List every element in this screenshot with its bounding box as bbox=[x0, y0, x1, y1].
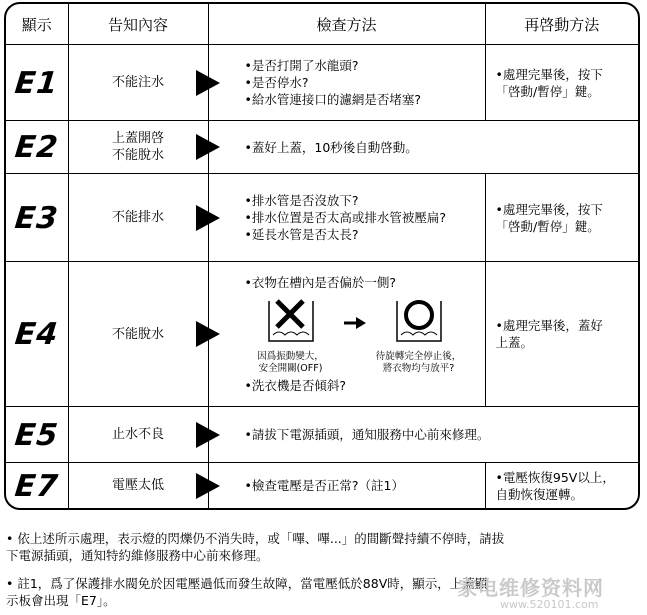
notice-line: 不能排水 bbox=[111, 210, 164, 225]
restart-cell bbox=[485, 45, 638, 121]
error-code: E3 bbox=[4, 174, 73, 262]
table-row bbox=[6, 463, 638, 509]
notice-text bbox=[68, 463, 208, 509]
restart-cell bbox=[485, 262, 638, 407]
restart-line: 「啓動/暫停」鍵。 bbox=[495, 218, 600, 234]
x-mark-tub-icon bbox=[263, 295, 319, 347]
figure-caption: 因爲振動變大， bbox=[257, 351, 324, 362]
notice-text bbox=[68, 45, 208, 121]
error-code-table bbox=[6, 4, 638, 509]
restart-line: •處理完畢後，按下 bbox=[495, 66, 603, 82]
error-code: E5 bbox=[4, 407, 71, 463]
restart-line: 上蓋。 bbox=[495, 335, 534, 350]
arrow-right-icon bbox=[196, 70, 220, 96]
check-cell bbox=[208, 174, 485, 262]
check-item: •衣物在槽內是否偏於一側? bbox=[244, 275, 397, 290]
restart-cell bbox=[485, 463, 638, 509]
error-code: E2 bbox=[4, 121, 71, 174]
table-row bbox=[6, 45, 638, 121]
figure-caption: 安全開關(OFF) bbox=[258, 363, 323, 374]
footnote-line: • 註1，爲了保護排水閥免於因電壓過低而發生故障，當電壓低於88V時，顯示，上蓋顯 bbox=[6, 576, 488, 591]
header-notice: 告知內容 bbox=[68, 4, 208, 45]
unbalanced-load-illustration bbox=[245, 295, 337, 375]
arrow-right-icon bbox=[337, 295, 373, 351]
header-check: 檢查方法 bbox=[208, 4, 485, 45]
table-row bbox=[6, 174, 638, 262]
check-item: •蓋好上蓋，10秒後自動啓動。 bbox=[244, 139, 418, 155]
notice-line: 止水不良 bbox=[111, 427, 164, 442]
check-item: •檢查電壓是否正常?（註1） bbox=[244, 478, 404, 494]
notice-line: 電壓太低 bbox=[111, 478, 164, 494]
footnote-line: 下電源插頭，通知特約維修服務中心前來修理。 bbox=[6, 548, 269, 563]
footnote-line: 示板會出現「E7」。 bbox=[6, 593, 116, 608]
table-row bbox=[6, 407, 638, 463]
notice-line: 上蓋開啓 bbox=[111, 131, 164, 146]
table-header-row bbox=[6, 4, 638, 45]
notice-line: 不能注水 bbox=[111, 75, 164, 90]
table-row bbox=[6, 121, 638, 174]
check-item: •是否打開了水龍頭? bbox=[244, 58, 359, 73]
check-item: •請拔下電源插頭，通知服務中心前來修理。 bbox=[244, 427, 490, 442]
footnote-1 bbox=[6, 530, 642, 564]
header-restart: 再啓動方法 bbox=[485, 4, 638, 45]
figure-caption: 將衣物均勻放平? bbox=[382, 363, 455, 374]
notice-line: 不能脫水 bbox=[111, 148, 164, 163]
check-item: •洗衣機是否傾斜? bbox=[244, 378, 347, 393]
balanced-load-illustration bbox=[373, 295, 465, 375]
notice-line: 不能脫水 bbox=[111, 326, 164, 342]
notice-text bbox=[68, 121, 208, 174]
arrow-right-icon bbox=[196, 422, 220, 448]
header-display: 顯示 bbox=[6, 4, 68, 45]
figure-caption: 待旋轉完全停止後， bbox=[375, 351, 462, 362]
restart-line: 自動恢復運轉。 bbox=[495, 486, 584, 502]
check-item: •給水管連接口的濾網是否堵塞? bbox=[244, 92, 422, 107]
restart-cell bbox=[485, 174, 638, 262]
notice-text bbox=[68, 262, 208, 407]
table-row bbox=[6, 262, 638, 407]
check-item: •是否停水? bbox=[244, 75, 309, 90]
error-code: E7 bbox=[4, 463, 70, 509]
footnote-line: • 依上述所示處理，表示燈的閃爍仍不消失時，或「嗶、嗶...」的間斷聲持續不停時，請拔 bbox=[6, 531, 505, 546]
check-cell bbox=[208, 262, 485, 407]
check-cell bbox=[208, 45, 485, 121]
check-cell bbox=[208, 407, 638, 463]
arrow-right-icon bbox=[196, 134, 220, 160]
check-item: •排水位置是否太高或排水管被壓扁? bbox=[244, 210, 447, 225]
check-item: •排水管是否沒放下? bbox=[244, 193, 359, 208]
restart-line: •處理完畢後，按下 bbox=[495, 201, 603, 217]
watermark-logo: 家电维修资料网 bbox=[457, 576, 604, 600]
restart-line: 「啓動/暫停」鍵。 bbox=[495, 83, 600, 99]
check-item: •延長水管是否太長? bbox=[244, 227, 359, 242]
notice-text bbox=[68, 407, 208, 463]
error-code: E1 bbox=[4, 45, 72, 121]
notice-text bbox=[68, 174, 208, 262]
restart-line: •電壓恢復95V以上， bbox=[495, 469, 615, 485]
restart-line: •處理完畢後，蓋好 bbox=[495, 318, 603, 333]
arrow-right-icon bbox=[196, 473, 220, 499]
arrow-right-icon bbox=[196, 321, 220, 347]
check-cell bbox=[208, 121, 638, 174]
circle-tub-icon bbox=[391, 295, 447, 347]
arrow-right-icon bbox=[196, 205, 220, 231]
balance-figure bbox=[245, 295, 485, 375]
check-cell bbox=[208, 463, 485, 509]
error-code-table-frame bbox=[4, 2, 640, 510]
error-code: E4 bbox=[4, 262, 76, 407]
watermark-url: www.520101.com bbox=[500, 598, 599, 611]
